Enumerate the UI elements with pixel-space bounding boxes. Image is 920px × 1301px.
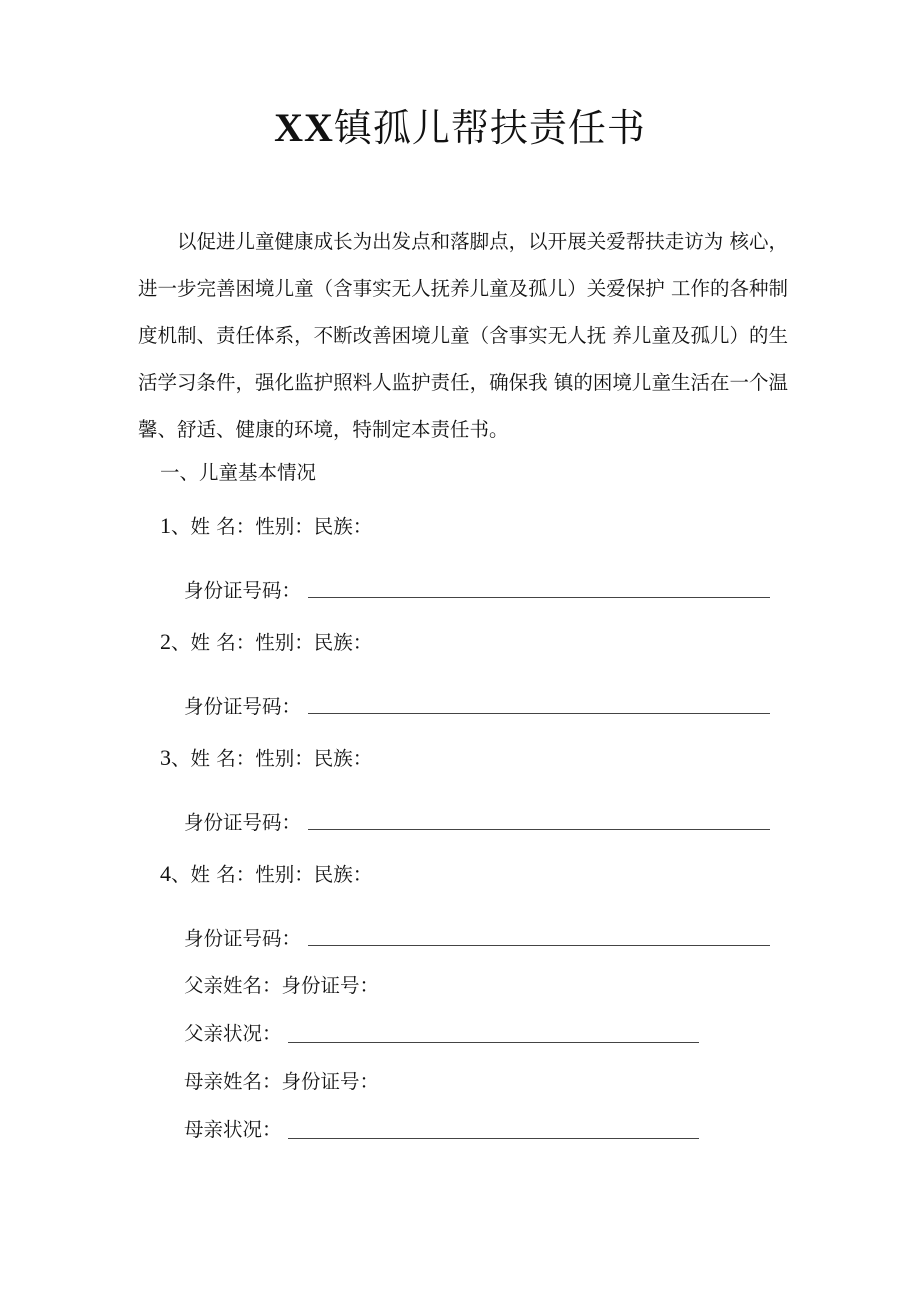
child-2-fields-label: 、姓 名：性别：民族： <box>171 631 373 654</box>
child-3-id-blank-line <box>308 829 770 830</box>
child-2-number: 2 <box>160 629 171 654</box>
child-3-fields-label: 、姓 名：性别：民族： <box>171 747 373 770</box>
child-3-id-label: 身份证号码： <box>184 811 302 834</box>
mother-name-label: 母亲姓名：身份证号： <box>184 1070 380 1093</box>
child-1-id-blank-line <box>308 597 770 598</box>
section-heading: 一、儿童基本情况 <box>160 461 317 484</box>
title-text: 镇孤儿帮扶责任书 <box>333 106 646 150</box>
father-status-blank-line <box>288 1042 699 1043</box>
child-2-info-line <box>160 627 372 658</box>
intro-paragraph: 以促进儿童健康成长为出发点和落脚点，以开展关爱帮扶走访为 核心，进一步完善困境儿童（含事实无人抚养儿童及孤儿）关爱保护 工作的各种制度机制、责任体系，不断改善困境儿童（含事实无人抚 养儿童及孤儿）的生活学习条件，强化监护照料人监护责任，确保我 镇的困境儿童生活在一个温馨、舒适、健康的环境，特制定本责任书。 <box>138 230 788 441</box>
child-4-number: 4 <box>160 861 171 886</box>
child-3-number: 3 <box>160 745 171 770</box>
child-3-info-line <box>160 743 372 774</box>
title-prefix: XX <box>274 105 334 150</box>
child-4-id-label: 身份证号码： <box>184 927 302 950</box>
child-4-info-line <box>160 859 372 890</box>
child-1-info-line <box>160 511 372 542</box>
document-title <box>0 103 920 153</box>
child-1-id-label: 身份证号码： <box>184 579 302 602</box>
father-name-label: 父亲姓名：身份证号： <box>184 974 380 997</box>
child-1-number: 1 <box>160 513 171 538</box>
mother-status-label: 母亲状况： <box>184 1118 282 1141</box>
father-status-label: 父亲状况： <box>184 1022 282 1045</box>
child-2-id-label: 身份证号码： <box>184 695 302 718</box>
child-4-id-blank-line <box>308 945 770 946</box>
child-2-id-blank-line <box>308 713 770 714</box>
child-1-fields-label: 、姓 名：性别：民族： <box>171 515 373 538</box>
child-4-fields-label: 、姓 名：性别：民族： <box>171 863 373 886</box>
mother-status-blank-line <box>288 1138 699 1139</box>
